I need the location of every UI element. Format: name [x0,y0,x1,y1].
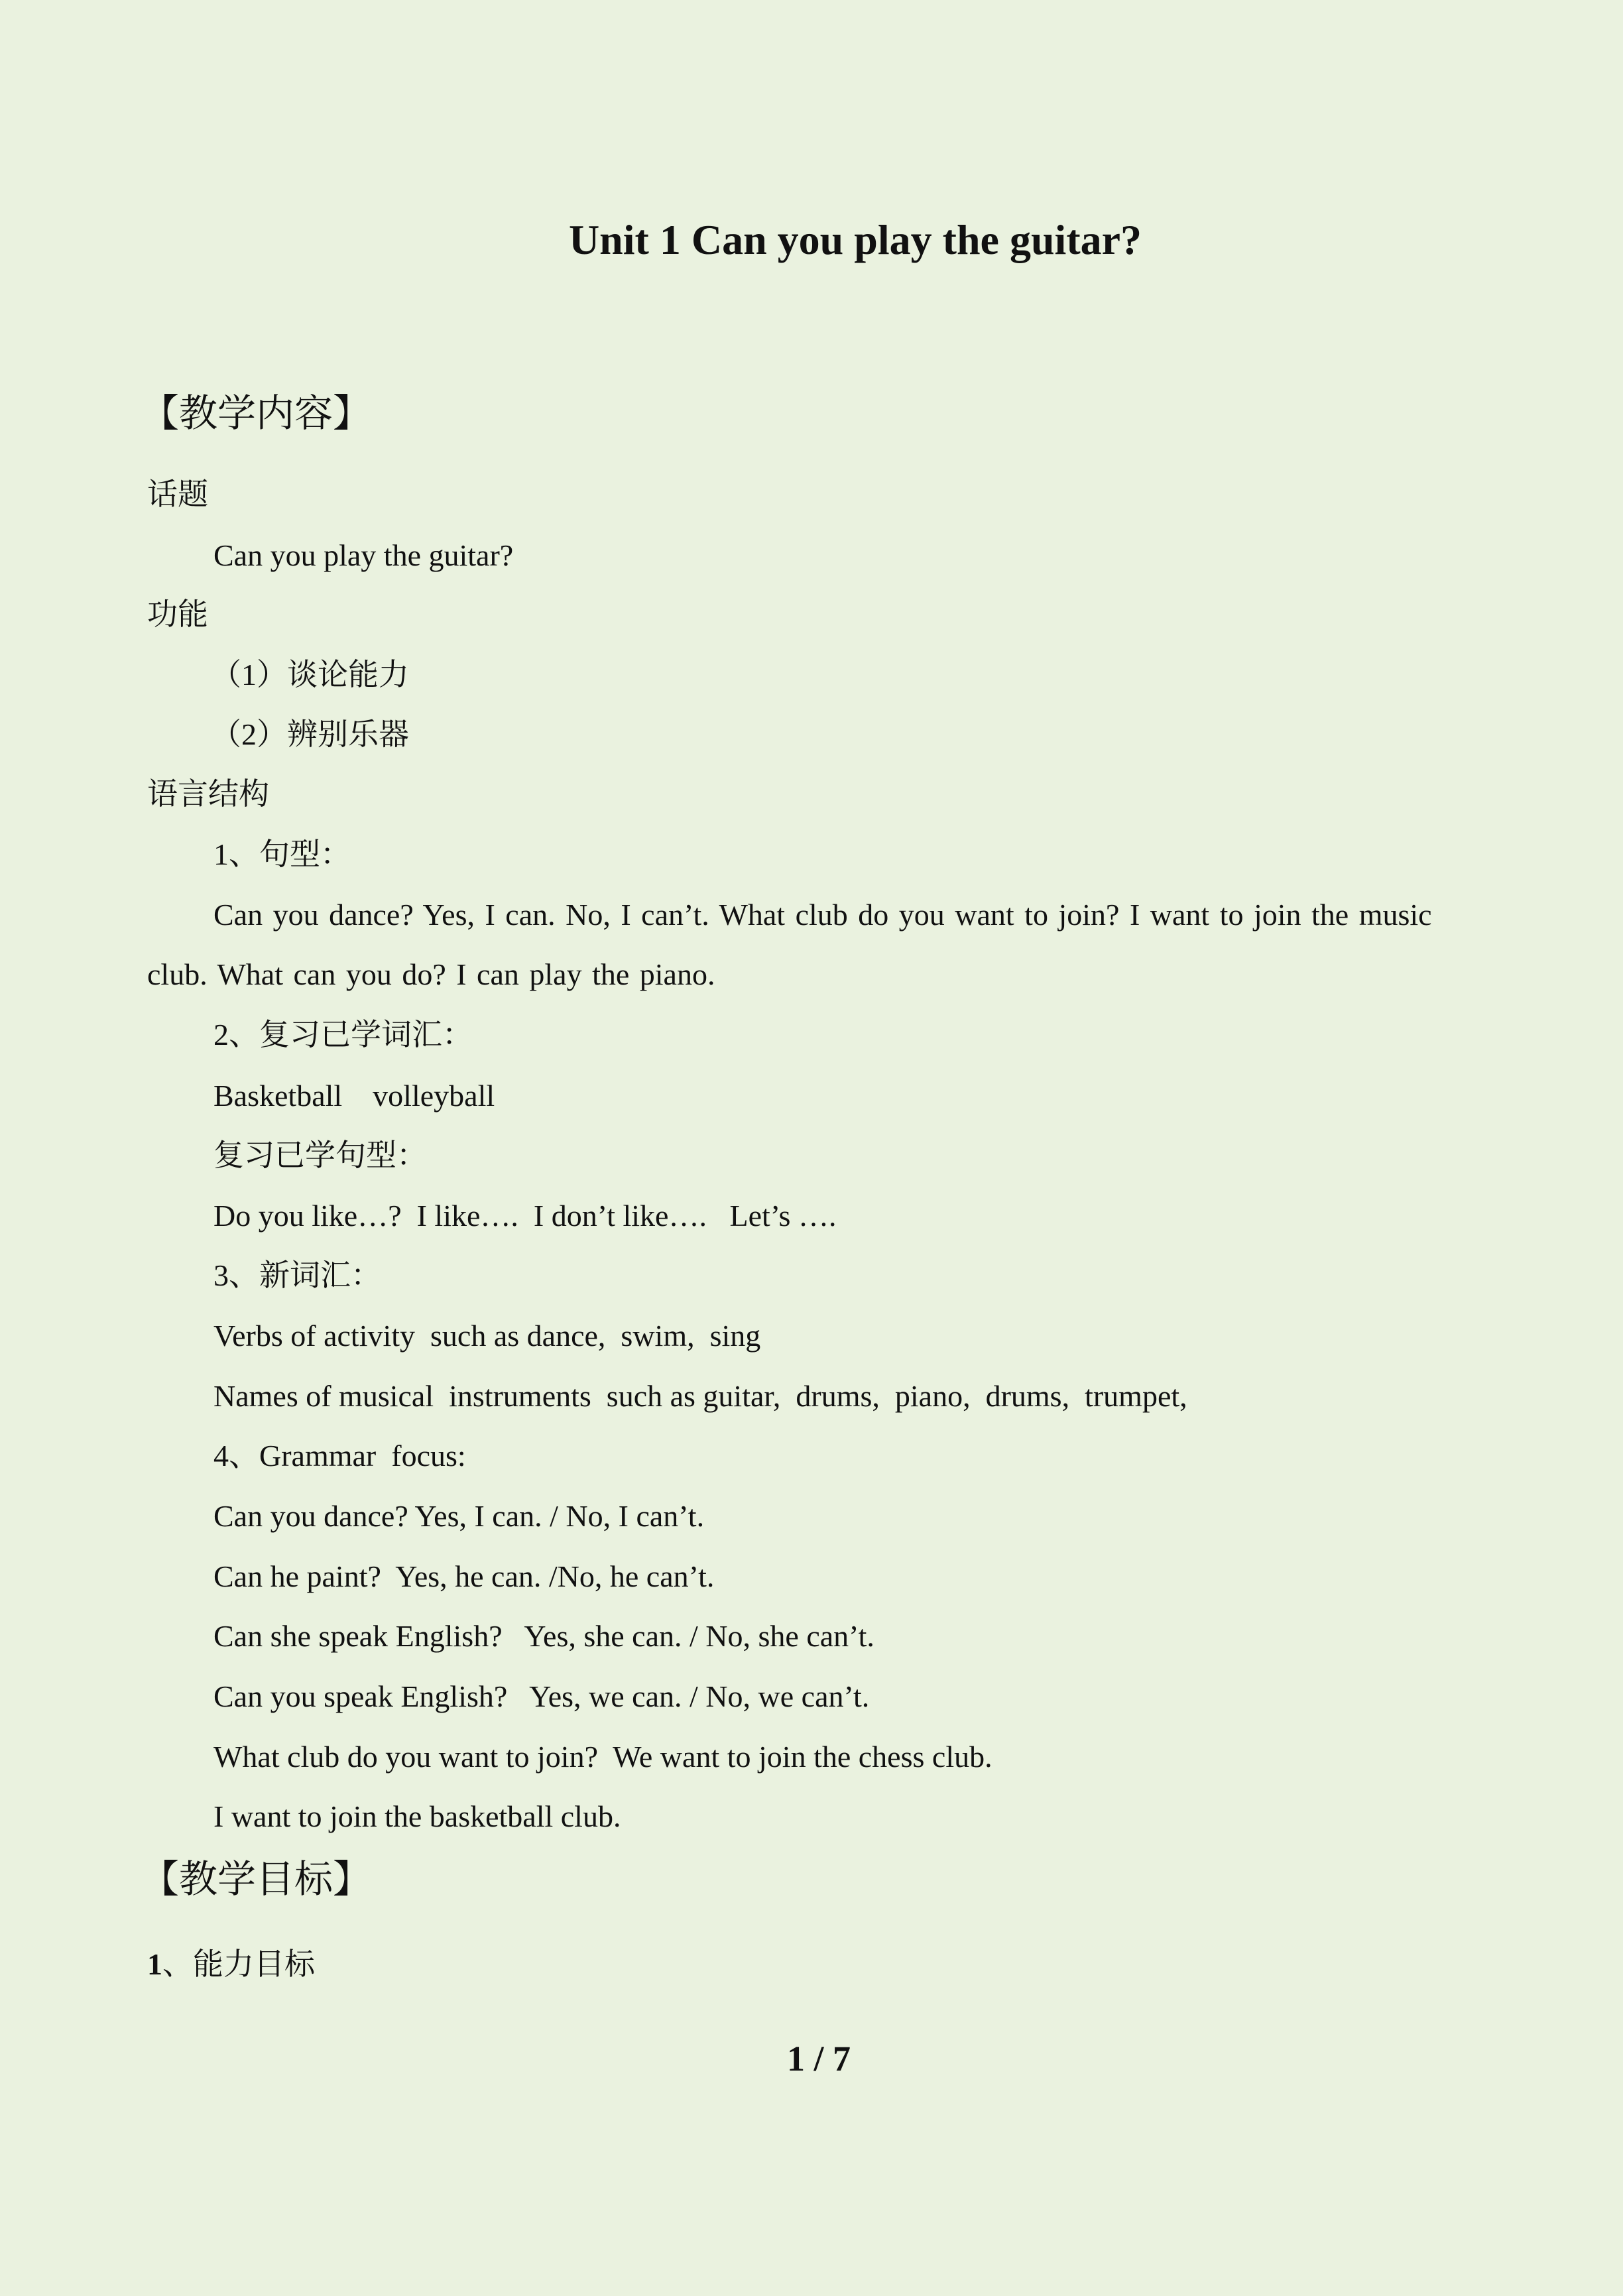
new-vocab-label: 3、新词汇： [213,1258,381,1292]
sentence-pattern-line: Can you dance? Yes, I can. No, I can’t. What club do you want to join? I want to join the music [213,898,1432,932]
function-item: （1）谈论能力 [211,658,409,692]
grammar-focus-label: 4、Grammar focus: [213,1439,466,1473]
ability-objective-text: 、能力目标 [162,1947,315,1981]
grammar-line: Can you dance? Yes, I can. / No, I can’t. [213,1499,705,1533]
function-item: （2）辨别乐器 [211,717,409,751]
grammar-line: Can you speak English? Yes, we can. / No, we can’t. [213,1679,870,1713]
topic-label: 话题 [147,477,208,511]
sentence-pattern-label: 1、句型： [213,837,351,871]
document-title: Unit 1 Can you play the guitar? [568,216,1142,263]
grammar-line: Can she speak English? Yes, she can. / No, she can’t. [213,1619,874,1653]
grammar-line: Can he paint? Yes, he can. /No, he can’t. [213,1559,715,1593]
section-heading-teaching-content: 【教学内容】 [141,392,372,435]
structure-label: 语言结构 [147,777,269,811]
page-number: 1 / 7 [786,2039,851,2079]
topic-text: Can you play the guitar? [213,538,514,572]
review-pattern-text: Do you like…? I like…. I don’t like…. Let’s …. [213,1199,837,1233]
ability-objective-number: 1 [147,1947,162,1981]
ability-objective-label [147,1945,315,1984]
function-label: 功能 [147,597,208,631]
new-vocab-line: Verbs of activity such as dance, swim, sing [213,1319,761,1353]
sentence-pattern-line: club. What can you do? I can play the piano. [147,957,715,991]
review-vocab-text: Basketball volleyball [213,1079,495,1113]
review-vocab-label: 2、复习已学词汇： [213,1018,473,1052]
grammar-line: What club do you want to join? We want to join the chess club. [213,1740,992,1774]
new-vocab-line: Names of musical instruments such as guitar, drums, piano, drums, trumpet, [213,1379,1187,1413]
section-heading-teaching-objectives: 【教学目标】 [141,1858,372,1901]
grammar-line: I want to join the basketball club. [213,1799,621,1833]
review-pattern-label: 复习已学句型： [213,1138,427,1172]
